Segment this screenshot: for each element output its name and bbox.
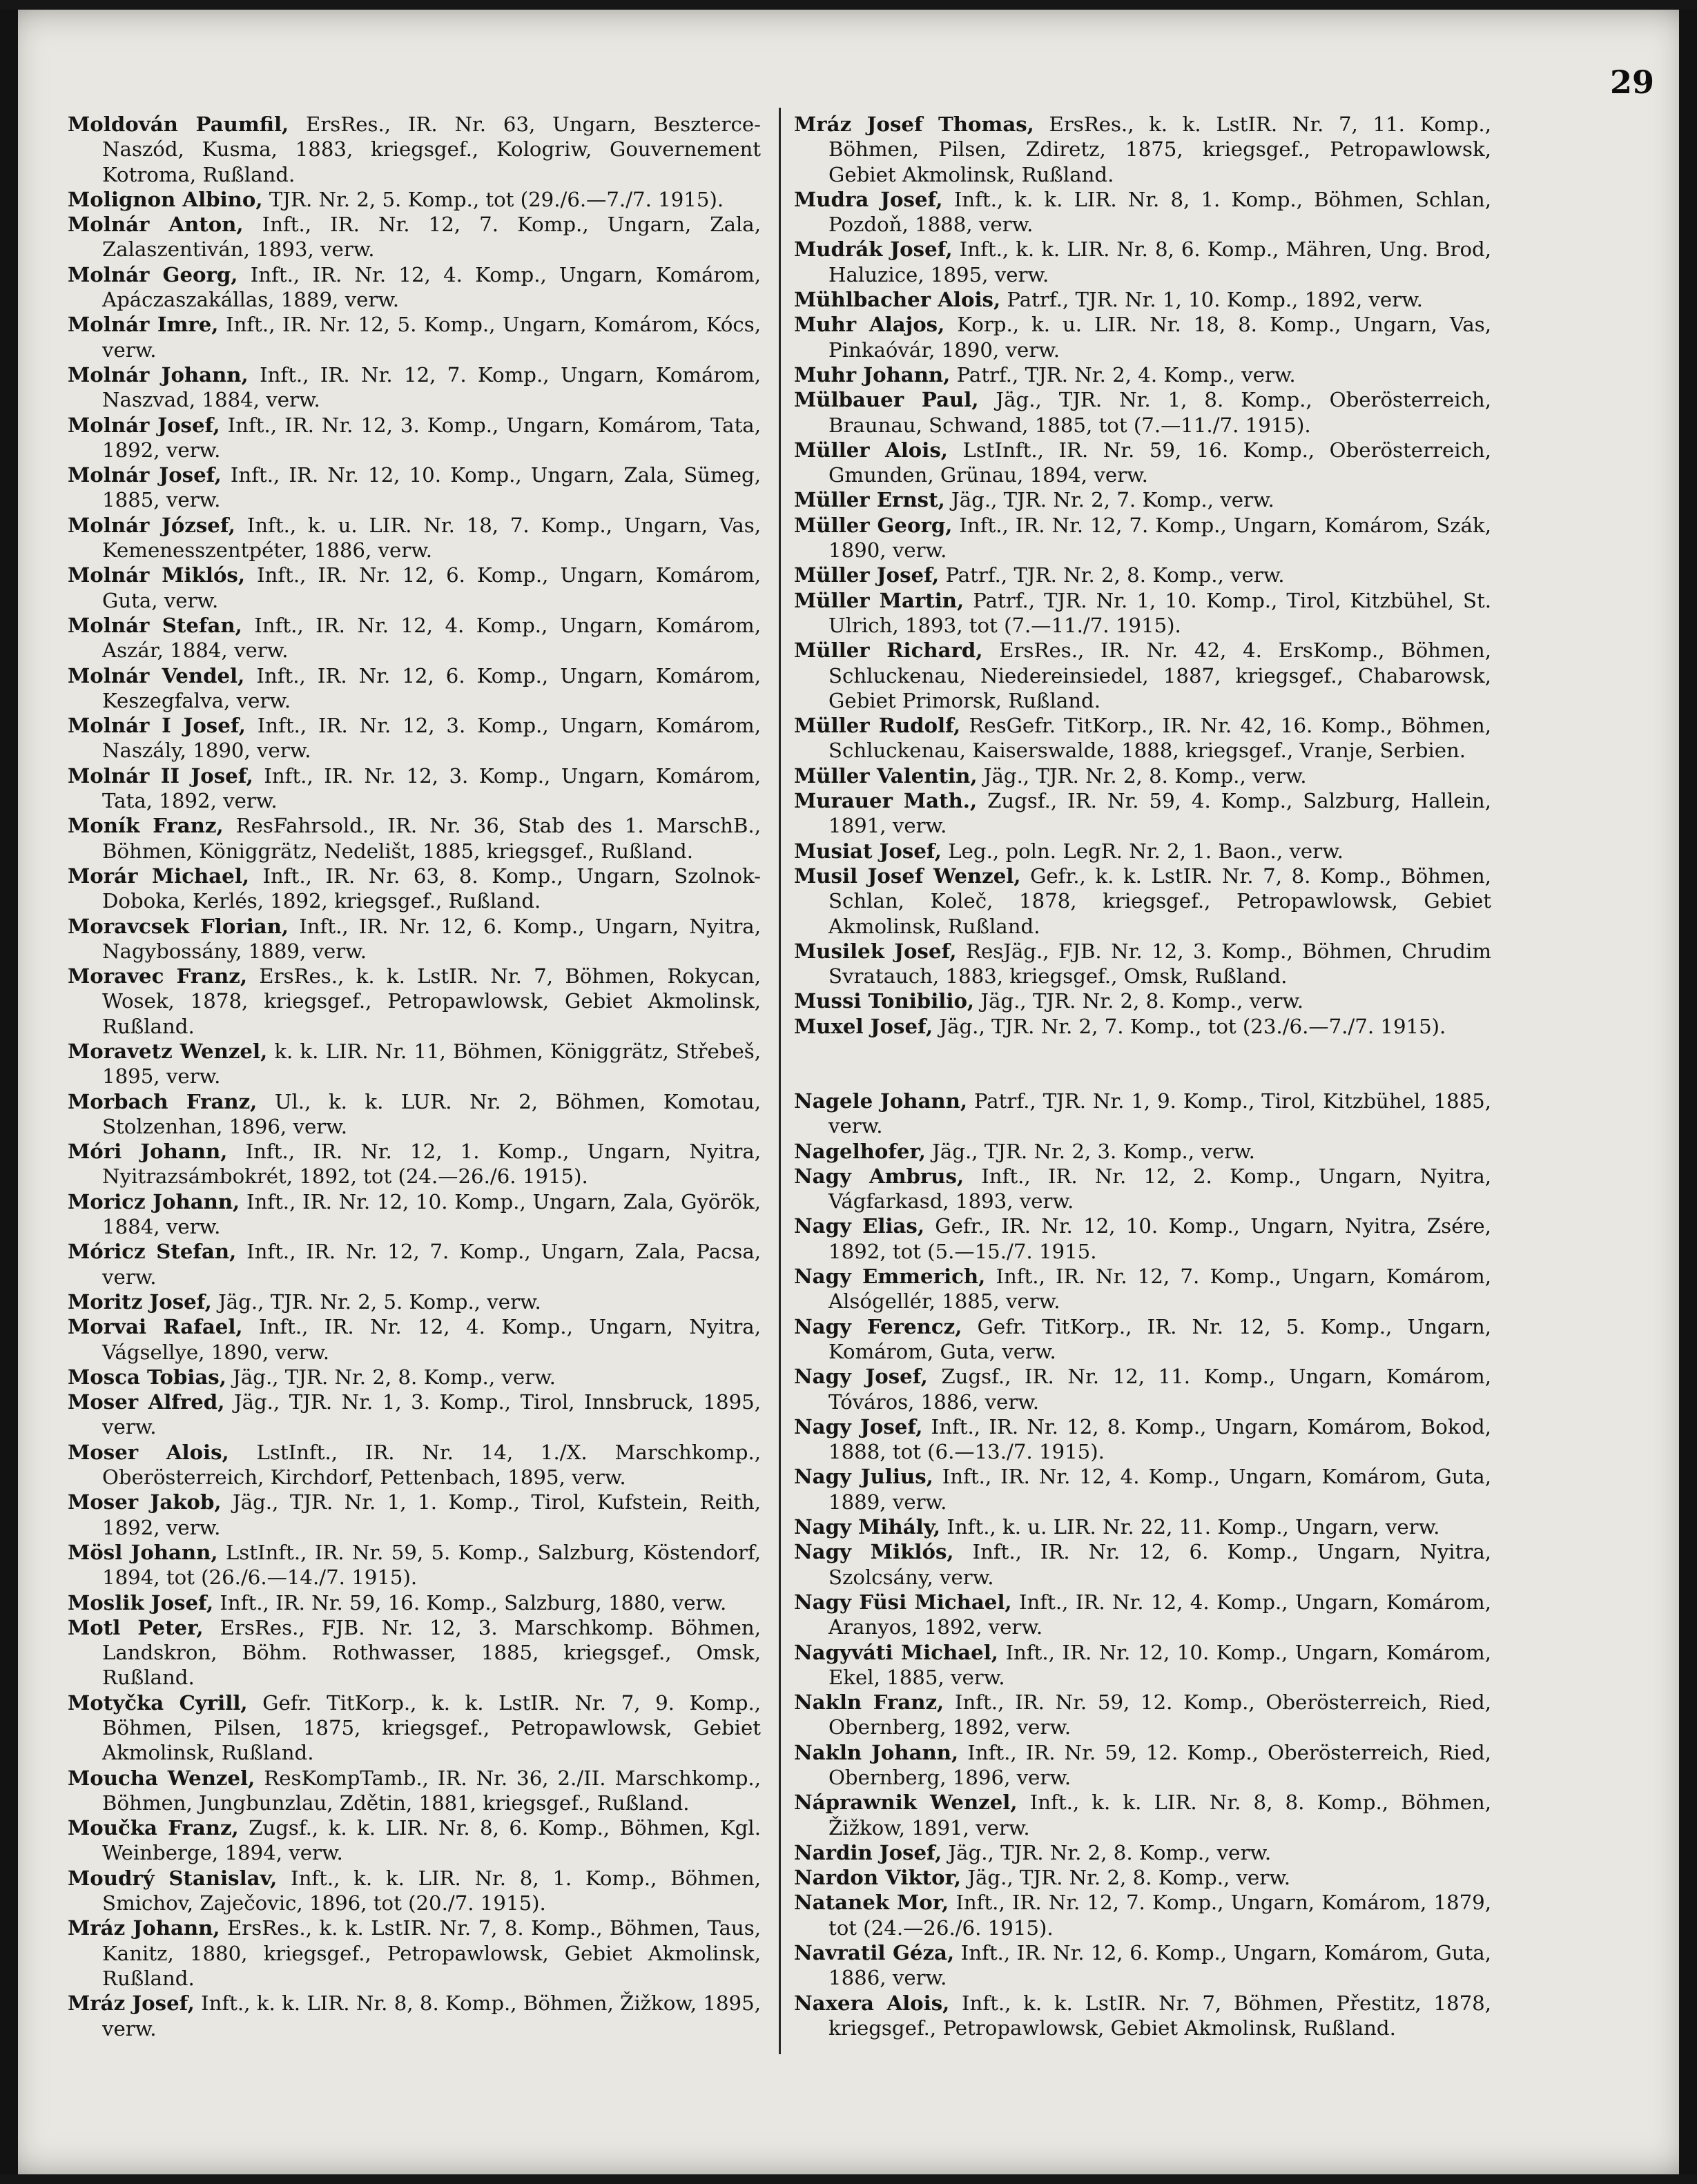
casualty-entry xyxy=(794,1890,1491,1940)
casualty-entry xyxy=(794,839,1491,864)
entry-details: Inft., IR. Nr. 12, 3. Komp., Ungarn, Komárom, Naszály, 1890, verw. xyxy=(102,714,761,763)
entry-details: Jäg., TJR. Nr. 2, 8. Komp., verw. xyxy=(942,1840,1272,1864)
entry-details: Jäg., TJR. Nr. 2, 5. Komp., verw. xyxy=(211,1289,541,1314)
entry-details: Zugsf., k. k. LIR. Nr. 8, 6. Komp., Böhmen, Kgl. Weinberge, 1894, verw. xyxy=(102,1816,761,1865)
casualty-entry xyxy=(68,513,761,563)
entry-name: Moník Franz, xyxy=(68,814,224,838)
casualty-entry xyxy=(68,462,761,513)
entry-details: Jäg., TJR. Nr. 2, 3. Komp., verw. xyxy=(925,1139,1255,1163)
casualty-entry xyxy=(68,1139,761,1189)
entry-details: Inft., IR. Nr. 12, 6. Komp., Ungarn, Komárom, Guta, 1886, verw. xyxy=(828,1941,1491,1990)
entry-details: Jäg., TJR. Nr. 1, 1. Komp., Tirol, Kufstein, Reith, 1892, verw. xyxy=(102,1490,761,1539)
entry-details: Inft., k. k. LIR. Nr. 8, 6. Komp., Mähren, Ung. Brod, Haluzice, 1895, verw. xyxy=(828,237,1492,286)
casualty-entry xyxy=(68,1590,761,1615)
casualty-entry xyxy=(794,1840,1491,1865)
entry-details: Inft., IR. Nr. 12, 7. Komp., Ungarn, Komárom, Naszvad, 1884, verw. xyxy=(102,362,761,412)
entry-name: Moravec Franz, xyxy=(68,964,248,988)
entry-details: ErsRes., k. k. LstIR. Nr. 7, 8. Komp., Böhmen, Taus, Kanitz, 1880, kriegsgef., Petropawlowsk, Gebiet Akmolinsk, Rußland. xyxy=(102,1916,761,1990)
entry-details: Gefr. TitKorp., IR. Nr. 12, 5. Komp., Ungarn, Komárom, Guta, verw. xyxy=(828,1314,1491,1363)
entry-name: Musiat Josef, xyxy=(794,839,942,863)
entry-name: Moser Alois, xyxy=(68,1440,229,1464)
section-gap xyxy=(794,1039,1491,1089)
entry-details: LstInft., IR. Nr. 59, 16. Komp., Oberösterreich, Gmunden, Grünau, 1894, verw. xyxy=(828,438,1492,487)
casualty-entry xyxy=(794,487,1491,512)
entry-name: Müller Alois, xyxy=(794,438,948,462)
entry-details: Inft., k. k. LIR. Nr. 8, 1. Komp., Böhmen, Smichov, Zaječovic, 1896, tot (20./7. 1915). xyxy=(102,1866,761,1915)
casualty-entry xyxy=(68,1766,761,1816)
entry-details: Inft., k. k. LIR. Nr. 8, 1. Komp., Böhmen, Schlan, Pozdoň, 1888, verw. xyxy=(828,187,1491,237)
entry-details: Inft., k. u. LIR. Nr. 22, 11. Komp., Ungarn, verw. xyxy=(940,1515,1440,1539)
entry-name: Molnár Anton, xyxy=(68,213,244,237)
casualty-entry xyxy=(68,312,761,362)
entry-details: LstInft., IR. Nr. 59, 5. Komp., Salzburg, Köstendorf, 1894, tot (26./6.—14./7. 1915). xyxy=(102,1540,761,1590)
entry-name: Muxel Josef, xyxy=(794,1014,933,1038)
casualty-entry xyxy=(794,864,1491,939)
entry-details: Inft., IR. Nr. 59, 12. Komp., Oberösterreich, Ried, Obernberg, 1892, verw. xyxy=(828,1690,1492,1739)
casualty-entry xyxy=(68,1239,761,1289)
entry-details: Inft., IR. Nr. 12, 2. Komp., Ungarn, Nyitra, Vágfarkasd, 1893, verw. xyxy=(828,1164,1491,1213)
casualty-entry xyxy=(68,1915,761,1991)
entry-name: Móri Johann, xyxy=(68,1140,228,1164)
entry-details: Inft., IR. Nr. 12, 4. Komp., Ungarn, Komárom, Guta, 1889, verw. xyxy=(828,1465,1491,1514)
entry-details: Inft., IR. Nr. 12, 1. Komp., Ungarn, Nyitra, Nyitrazsámbokrét, 1892, tot (24.—26./6. 1915). xyxy=(102,1140,761,1189)
casualty-entry xyxy=(794,1690,1491,1740)
page-number: 29 xyxy=(1609,64,1654,101)
entry-details: Gefr., IR. Nr. 12, 10. Komp., Ungarn, Nyitra, Zsére, 1892, tot (5.—15./7. 1915. xyxy=(828,1214,1491,1263)
casualty-entry xyxy=(794,438,1491,488)
entry-name: Müller Rudolf, xyxy=(794,714,961,738)
casualty-entry xyxy=(794,1139,1491,1164)
entry-details: Inft., IR. Nr. 12, 7. Komp., Ungarn, Zala, Zalaszentiván, 1893, verw. xyxy=(102,213,761,262)
entry-name: Mráz Josef Thomas, xyxy=(794,113,1034,136)
scan-border-top xyxy=(0,0,1697,10)
casualty-entry xyxy=(68,713,761,763)
entry-name: Natanek Mor, xyxy=(794,1891,949,1915)
casualty-entry xyxy=(68,813,761,864)
entry-name: Mülbauer Paul, xyxy=(794,388,979,412)
entry-details: Patrf., TJR. Nr. 2, 4. Komp., verw. xyxy=(950,362,1296,387)
casualty-entry xyxy=(68,1039,761,1089)
left-column xyxy=(68,112,761,2041)
casualty-entry xyxy=(794,1089,1491,1139)
entry-details: Inft., IR. Nr. 12, 4. Komp., Ungarn, Komárom, Aszár, 1884, verw. xyxy=(102,613,761,663)
entry-details: ResGefr. TitKorp., IR. Nr. 42, 16. Komp., Böhmen, Schluckenau, Kaiserswalde, 1888, kriegsgef., Vranje, Serbien. xyxy=(828,714,1491,763)
entry-name: Molnár Miklós, xyxy=(68,563,246,587)
entry-details: Leg., poln. LegR. Nr. 2, 1. Baon., verw. xyxy=(941,839,1344,863)
casualty-entry xyxy=(68,1690,761,1766)
casualty-entry xyxy=(68,964,761,1039)
casualty-entry xyxy=(794,1790,1491,1840)
casualty-entry xyxy=(68,1089,761,1140)
entry-details: Inft., IR. Nr. 12, 5. Komp., Ungarn, Komárom, Kócs, verw. xyxy=(102,313,761,362)
entry-details: Jäg., TJR. Nr. 2, 8. Komp., verw. xyxy=(226,1365,556,1389)
casualty-entry xyxy=(68,613,761,663)
casualty-entry xyxy=(794,387,1491,438)
entry-details: Inft., IR. Nr. 12, 7. Komp., Ungarn, Komárom, 1879, tot (24.—26./6. 1915). xyxy=(828,1891,1491,1940)
entry-details: Jäg., TJR. Nr. 1, 8. Komp., Oberösterreich, Braunau, Schwand, 1885, tot (7.—11./7. 1915). xyxy=(828,388,1491,437)
entry-details: ErsRes., k. k. LstIR. Nr. 7, Böhmen, Rokycan, Wosek, 1878, kriegsgef., Petropawlowsk, Gebiet Akmolinsk, Rußland. xyxy=(102,964,762,1038)
entry-details: Inft., IR. Nr. 63, 8. Komp., Ungarn, Szolnok-Doboka, Kerlés, 1892, kriegsgef., Rußland. xyxy=(102,864,761,913)
entry-name: Motl Peter, xyxy=(68,1615,204,1639)
entry-details: Inft., k. u. LIR. Nr. 18, 7. Komp., Ungarn, Vas, Kemenesszentpéter, 1886, verw. xyxy=(102,513,761,563)
casualty-entry xyxy=(794,237,1491,287)
casualty-entry xyxy=(68,1866,761,1916)
casualty-entry xyxy=(794,1514,1491,1539)
casualty-entry xyxy=(68,1490,761,1540)
entry-details: Gefr., k. k. LstIR. Nr. 7, 8. Komp., Böhmen, Schlan, Koleč, 1878, kriegsgef., Petropawlowsk, Gebiet Akmolinsk, Rußland. xyxy=(828,864,1491,938)
casualty-entry xyxy=(68,1540,761,1590)
casualty-entry xyxy=(794,1364,1491,1414)
casualty-entry xyxy=(68,362,761,413)
column-divider xyxy=(779,108,781,2054)
entry-name: Nakln Franz, xyxy=(794,1690,944,1715)
entry-name: Mráz Josef, xyxy=(68,1991,195,2016)
entry-details: ResJäg., FJB. Nr. 12, 3. Komp., Böhmen, Chrudim Svratauch, 1883, kriegsgef., Omsk, Rußland. xyxy=(828,939,1491,988)
entry-name: Nagele Johann, xyxy=(794,1089,968,1113)
casualty-entry xyxy=(794,112,1491,187)
entry-details: Inft., IR. Nr. 12, 6. Komp., Ungarn, Komárom, Guta, verw. xyxy=(102,563,762,612)
entry-details: Patrf., TJR. Nr. 1, 9. Komp., Tirol, Kitzbühel, 1885, verw. xyxy=(828,1089,1491,1138)
casualty-entry xyxy=(794,763,1491,788)
entry-details: Inft., k. k. LIR. Nr. 8, 8. Komp., Böhmen, Žižkow, 1891, verw. xyxy=(828,1791,1491,1840)
entry-details: Patrf., TJR. Nr. 2, 8. Komp., verw. xyxy=(939,563,1285,587)
entry-name: Móricz Stefan, xyxy=(68,1240,237,1264)
entry-name: Molnár I Josef, xyxy=(68,714,246,738)
entry-name: Nardin Josef, xyxy=(794,1840,942,1864)
entry-name: Moritz Josef, xyxy=(68,1289,212,1314)
entry-name: Müller Valentin, xyxy=(794,763,978,788)
entry-name: Nagy Ferencz, xyxy=(794,1314,962,1338)
entry-name: Naxera Alois, xyxy=(794,1991,950,2015)
entry-details: Inft., IR. Nr. 12, 3. Komp., Ungarn, Komárom, Tata, 1892, verw. xyxy=(102,413,761,462)
casualty-entry xyxy=(68,1390,761,1440)
entry-name: Nagy Miklós, xyxy=(794,1540,954,1564)
entry-name: Nagyváti Michael, xyxy=(794,1640,998,1664)
entry-name: Nagy Josef, xyxy=(794,1414,923,1439)
casualty-entry xyxy=(794,1740,1491,1791)
entry-name: Molnár Josef, xyxy=(68,463,222,487)
entry-name: Mudra Josef, xyxy=(794,187,943,211)
entry-name: Molnár Georg, xyxy=(68,262,238,286)
casualty-entry xyxy=(794,1414,1491,1465)
entry-name: Nagelhofer, xyxy=(794,1139,926,1163)
entry-details: ResKompTamb., IR. Nr. 36, 2./II. Marschkomp., Böhmen, Jungbunzlau, Zdětin, 1881, kriegsgef., Rußland. xyxy=(102,1766,761,1815)
entry-name: Nagy Ambrus, xyxy=(794,1164,964,1188)
entry-details: ErsRes., IR. Nr. 42, 4. ErsKomp., Böhmen, Schluckenau, Niedereinsiedel, 1887, kriegsgef., Chabarowsk, Gebiet Primorsk, Rußland. xyxy=(828,638,1492,712)
casualty-entry xyxy=(794,287,1491,312)
entry-details: Gefr. TitKorp., k. k. LstIR. Nr. 7, 9. Komp., Böhmen, Pilsen, 1875, kriegsgef., Petropawlowsk, Gebiet Akmolinsk, Rußland. xyxy=(102,1690,761,1765)
entry-name: Moser Jakob, xyxy=(68,1490,222,1514)
casualty-entry xyxy=(794,362,1491,387)
entry-name: Mudrák Josef, xyxy=(794,237,953,262)
casualty-entry xyxy=(794,563,1491,587)
entry-name: Molnár Vendel, xyxy=(68,663,245,688)
entry-details: Inft., IR. Nr. 12, 6. Komp., Ungarn, Nyitra, Nagybossány, 1889, verw. xyxy=(102,914,761,963)
entry-details: Zugsf., IR. Nr. 59, 4. Komp., Salzburg, Hallein, 1891, verw. xyxy=(828,789,1491,838)
entry-name: Nagy Julius, xyxy=(794,1465,933,1489)
entry-name: Molignon Albino, xyxy=(68,187,263,211)
casualty-entry xyxy=(794,1164,1491,1214)
entry-details: Inft., IR. Nr. 59, 12. Komp., Oberösterreich, Ried, Obernberg, 1896, verw. xyxy=(828,1740,1491,1789)
entry-name: Musil Josef Wenzel, xyxy=(794,864,1021,888)
casualty-entry xyxy=(794,1940,1491,1991)
casualty-entry xyxy=(794,1590,1491,1640)
entry-name: Mussi Tonibilio, xyxy=(794,989,975,1013)
entry-details: ErsRes., IR. Nr. 63, Ungarn, Beszterce-Naszód, Kusma, 1883, kriegsgef., Kologriw, Gouvernement Kotroma, Rußland. xyxy=(102,113,761,186)
entry-name: Molnár Josef, xyxy=(68,413,220,437)
entry-name: Moricz Johann, xyxy=(68,1189,240,1213)
right-column-n-entries xyxy=(794,1089,1491,2040)
casualty-entry xyxy=(68,1440,761,1490)
entry-details: Jäg., TJR. Nr. 2, 7. Komp., verw. xyxy=(944,488,1274,512)
entry-name: Moučka Franz, xyxy=(68,1816,239,1840)
right-column-m-entries xyxy=(794,112,1491,1039)
entry-details: LstInft., IR. Nr. 14, 1./X. Marschkomp., Oberösterreich, Kirchdorf, Pettenbach, 1895, verw. xyxy=(102,1440,761,1490)
casualty-entry xyxy=(794,1539,1491,1590)
entry-details: Zugsf., IR. Nr. 12, 11. Komp., Ungarn, Komárom, Tóváros, 1886, verw. xyxy=(828,1365,1491,1414)
entry-details: Patrf., TJR. Nr. 1, 10. Komp., Tirol, Kitzbühel, St. Ulrich, 1893, tot (7.—11./7. 1915). xyxy=(828,588,1491,637)
scan-border-right xyxy=(1679,0,1697,2184)
entry-details: Jäg., TJR. Nr. 2, 7. Komp., tot (23./6.—7./7. 1915). xyxy=(933,1014,1446,1038)
entry-details: ErsRes., FJB. Nr. 12, 3. Marschkomp. Böhmen, Landskron, Böhm. Rothwasser, 1885, kriegsgef., Omsk, Rußland. xyxy=(102,1615,761,1690)
casualty-entry xyxy=(68,914,761,964)
entry-name: Motyčka Cyrill, xyxy=(68,1690,248,1715)
entry-details: Ul., k. k. LUR. Nr. 2, Böhmen, Komotau, Stolzenhan, 1896, verw. xyxy=(102,1089,761,1138)
casualty-entry xyxy=(794,187,1491,237)
casualty-entry xyxy=(794,713,1491,763)
entry-name: Nagy Füsi Michael, xyxy=(794,1590,1012,1614)
casualty-entry xyxy=(68,1815,761,1866)
casualty-entry xyxy=(794,588,1491,638)
casualty-entry xyxy=(794,1464,1491,1514)
casualty-entry xyxy=(794,513,1491,563)
entry-name: Mösl Johann, xyxy=(68,1540,218,1564)
casualty-entry xyxy=(68,212,761,262)
entry-name: Müller Martin, xyxy=(794,588,964,612)
entry-name: Molnár Imre, xyxy=(68,313,219,337)
casualty-entry xyxy=(794,1213,1491,1264)
casualty-entry xyxy=(68,663,761,714)
casualty-entry xyxy=(68,864,761,914)
entry-details: Inft., IR. Nr. 12, 4. Komp., Ungarn, Nyitra, Vágsellye, 1890, verw. xyxy=(102,1315,761,1364)
entry-name: Nakln Johann, xyxy=(794,1740,959,1764)
casualty-entry xyxy=(68,1189,761,1240)
entry-name: Nardon Viktor, xyxy=(794,1866,962,1890)
casualty-entry xyxy=(68,112,761,187)
entry-name: Nagy Mihály, xyxy=(794,1515,941,1539)
entry-details: Inft., IR. Nr. 12, 8. Komp., Ungarn, Komárom, Bokod, 1888, tot (6.—13./7. 1915). xyxy=(828,1414,1491,1464)
entry-name: Moravcsek Florian, xyxy=(68,914,289,938)
entry-name: Moldován Paumfil, xyxy=(68,113,289,136)
casualty-entry xyxy=(68,1365,761,1390)
casualty-entry xyxy=(794,1640,1491,1690)
casualty-entry xyxy=(68,1991,761,2041)
casualty-entry xyxy=(794,638,1491,713)
entry-name: Moravetz Wenzel, xyxy=(68,1039,268,1063)
entry-name: Moser Alfred, xyxy=(68,1390,225,1414)
entry-details: Jäg., TJR. Nr. 2, 8. Komp., verw. xyxy=(977,763,1307,788)
entry-details: TJR. Nr. 2, 5. Komp., tot (29./6.—7./7. 1915). xyxy=(262,187,724,211)
entry-details: Inft., IR. Nr. 12, 10. Komp., Ungarn, Komárom, Ekel, 1885, verw. xyxy=(828,1640,1491,1689)
casualty-entry xyxy=(794,1264,1491,1314)
entry-details: Jäg., TJR. Nr. 2, 8. Komp., verw. xyxy=(974,989,1304,1013)
entry-details: Inft., IR. Nr. 12, 3. Komp., Ungarn, Komárom, Tata, 1892, verw. xyxy=(102,763,761,813)
entry-name: Nagy Josef, xyxy=(794,1365,928,1389)
casualty-entry xyxy=(794,939,1491,989)
entry-details: Inft., IR. Nr. 12, 4. Komp., Ungarn, Komárom, Aranyos, 1892, verw. xyxy=(828,1590,1492,1639)
casualty-entry xyxy=(794,1014,1491,1039)
entry-details: Inft., k. k. LstIR. Nr. 7, Böhmen, Přestitz, 1878, kriegsgef., Petropawlowsk, Gebiet Akmolinsk, Rußland. xyxy=(828,1991,1491,2040)
casualty-entry xyxy=(68,1314,761,1365)
casualty-entry xyxy=(68,413,761,463)
entry-name: Morvai Rafael, xyxy=(68,1315,243,1339)
entry-name: Navratil Géza, xyxy=(794,1941,955,1965)
entry-name: Moudrý Stanislav, xyxy=(68,1866,278,1890)
casualty-entry xyxy=(68,1289,761,1314)
entry-name: Moucha Wenzel, xyxy=(68,1766,255,1790)
entry-details: Inft., IR. Nr. 12, 6. Komp., Ungarn, Komárom, Keszegfalva, verw. xyxy=(102,663,761,712)
casualty-entry xyxy=(68,1615,761,1690)
entry-name: Müller Ernst, xyxy=(794,488,945,512)
casualty-entry xyxy=(68,763,761,814)
entry-name: Molnár II Josef, xyxy=(68,763,253,788)
entry-details: Inft., IR. Nr. 12, 7. Komp., Ungarn, Komárom, Szák, 1890, verw. xyxy=(828,513,1492,563)
entry-details: Jäg., TJR. Nr. 2, 8. Komp., verw. xyxy=(961,1866,1291,1890)
casualty-entry xyxy=(794,1991,1491,2041)
entry-name: Molnár Stefan, xyxy=(68,613,242,637)
entry-details: Inft., IR. Nr. 12, 6. Komp., Ungarn, Nyitra, Szolcsány, verw. xyxy=(828,1540,1492,1589)
entry-name: Molnár Johann, xyxy=(68,362,249,387)
entry-details: Inft., k. k. LIR. Nr. 8, 8. Komp., Böhmen, Žižkow, 1895, verw. xyxy=(102,1991,761,2040)
entry-name: Müller Georg, xyxy=(794,513,953,537)
entry-name: Murauer Math., xyxy=(794,789,978,813)
entry-name: Musilek Josef, xyxy=(794,939,957,963)
entry-name: Moslik Josef, xyxy=(68,1590,214,1615)
casualty-entry xyxy=(794,312,1491,362)
entry-details: Korp., k. u. LIR. Nr. 18, 8. Komp., Ungarn, Vas, Pinkaóvár, 1890, verw. xyxy=(828,313,1491,362)
entry-name: Molnár József, xyxy=(68,513,235,537)
entry-name: Mráz Johann, xyxy=(68,1916,220,1940)
casualty-entry xyxy=(794,1314,1491,1365)
entry-name: Náprawnik Wenzel, xyxy=(794,1791,1018,1815)
entry-name: Morár Michael, xyxy=(68,864,249,888)
scan-border-left xyxy=(0,0,18,2184)
entry-name: Muhr Johann, xyxy=(794,362,951,387)
entry-details: Inft., IR. Nr. 12, 10. Komp., Ungarn, Zala, Györök, 1884, verw. xyxy=(102,1189,761,1239)
entry-name: Nagy Emmerich, xyxy=(794,1265,986,1289)
entry-name: Müller Richard, xyxy=(794,638,983,663)
entry-details: Inft., IR. Nr. 12, 7. Komp., Ungarn, Zala, Pacsa, verw. xyxy=(102,1240,761,1289)
casualty-entry xyxy=(68,563,761,613)
entry-details: Inft., IR. Nr. 12, 4. Komp., Ungarn, Komárom, Apáczaszakállas, 1889, verw. xyxy=(102,262,761,312)
entry-name: Mühlbacher Alois, xyxy=(794,288,1001,312)
entry-name: Morbach Franz, xyxy=(68,1089,258,1113)
entry-details: Patrf., TJR. Nr. 1, 10. Komp., 1892, verw. xyxy=(1000,288,1423,312)
entry-details: k. k. LIR. Nr. 11, Böhmen, Königgrätz, Střebeš, 1895, verw. xyxy=(102,1039,761,1089)
entry-name: Nagy Elias, xyxy=(794,1214,925,1238)
entry-details: ResFahrsold., IR. Nr. 36, Stab des 1. MarschB., Böhmen, Königgrätz, Nedelišt, 1885, kriegsgef., Rußland. xyxy=(102,814,761,863)
casualty-entry xyxy=(794,788,1491,839)
scan-border-bottom xyxy=(0,2174,1697,2184)
entry-details: Inft., IR. Nr. 12, 10. Komp., Ungarn, Zala, Sümeg, 1885, verw. xyxy=(102,463,761,512)
entry-name: Muhr Alajos, xyxy=(794,313,945,337)
entry-name: Mosca Tobias, xyxy=(68,1365,226,1389)
right-column xyxy=(794,112,1491,2040)
entry-details: Inft., IR. Nr. 59, 16. Komp., Salzburg, 1880, verw. xyxy=(213,1590,727,1615)
entry-details: Jäg., TJR. Nr. 1, 3. Komp., Tirol, Innsbruck, 1895, verw. xyxy=(102,1390,761,1439)
entry-details: Inft., IR. Nr. 12, 7. Komp., Ungarn, Komárom, Alsógellér, 1885, verw. xyxy=(828,1265,1492,1314)
casualty-entry xyxy=(794,1865,1491,1890)
casualty-entry xyxy=(68,187,761,212)
casualty-entry xyxy=(68,262,761,313)
entry-name: Müller Josef, xyxy=(794,563,940,587)
casualty-entry xyxy=(794,988,1491,1013)
entry-details: ErsRes., k. k. LstIR. Nr. 7, 11. Komp., Böhmen, Pilsen, Zdiretz, 1875, kriegsgef., Petropawlowsk, Gebiet Akmolinsk, Rußland. xyxy=(828,113,1491,186)
